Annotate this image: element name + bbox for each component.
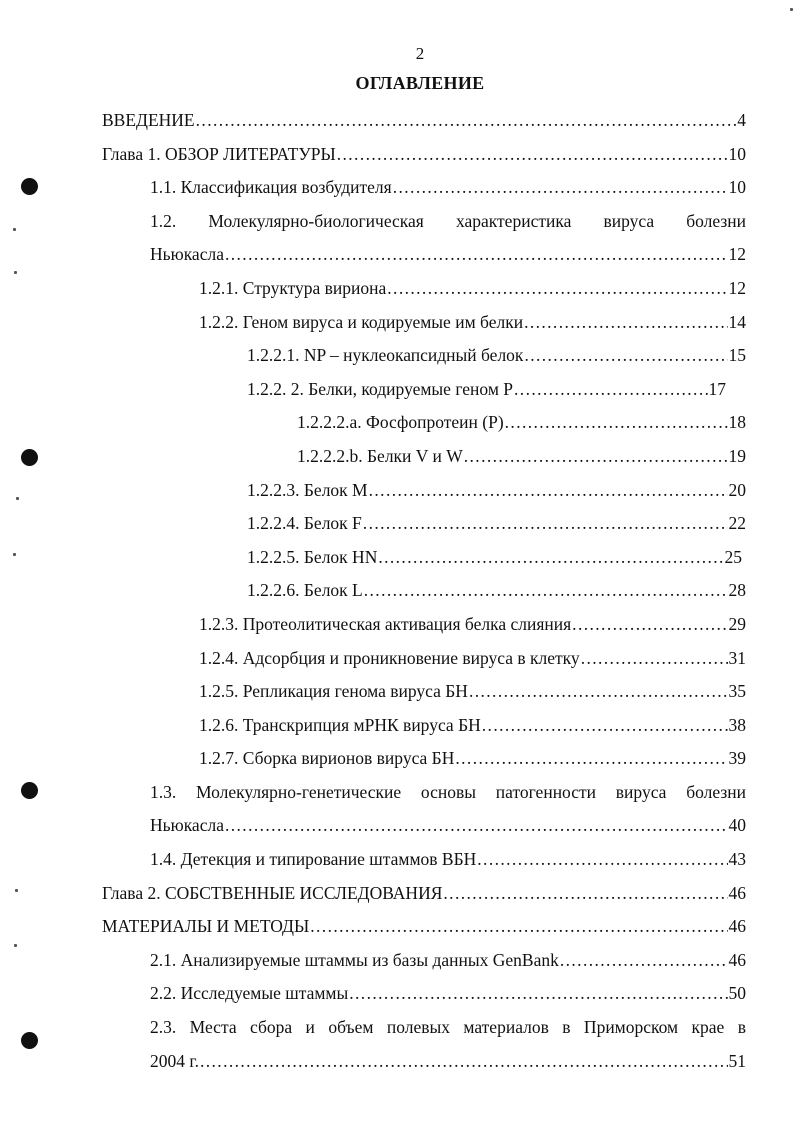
toc-entry-page: 50 xyxy=(728,983,746,1004)
toc-leader xyxy=(393,171,728,205)
toc-entry-1-2-2-1 xyxy=(0,339,798,373)
toc-entry-2-2 xyxy=(0,977,798,1011)
toc-entry-page: 20 xyxy=(728,479,746,500)
toc-entry-1-2-2-4 xyxy=(0,507,798,541)
toc-leader xyxy=(524,339,727,373)
toc-leader xyxy=(560,944,728,978)
toc-entry-introduction xyxy=(0,104,798,138)
toc-entry-1-2-2-5 xyxy=(0,541,798,575)
toc-entry-1-2-continued xyxy=(0,238,798,272)
toc-leader xyxy=(464,440,728,474)
toc-entry-page: 25 xyxy=(724,546,742,567)
toc-leader xyxy=(505,406,728,440)
toc-entry-page: 10 xyxy=(728,177,746,198)
binder-hole-icon xyxy=(21,178,38,195)
toc-entry-page: 18 xyxy=(728,412,746,433)
toc-entry-page: 29 xyxy=(728,613,746,634)
scan-speck xyxy=(13,553,16,556)
toc-entry-1-2-2-6 xyxy=(0,574,798,608)
toc-entry-page: 35 xyxy=(728,681,746,702)
toc-entry-page: 12 xyxy=(728,244,746,265)
toc-entry-text: 1.2.2.3. Белок M xyxy=(247,479,368,500)
toc-entry-1-2-3 xyxy=(0,608,798,642)
toc-leader xyxy=(455,742,727,776)
toc-entry-page: 22 xyxy=(728,513,746,534)
toc-leader xyxy=(364,574,728,608)
toc-entry-1-2 xyxy=(0,205,798,239)
toc-entry-text: 1.2.2. Геном вируса и кодируемые им белки xyxy=(199,311,524,332)
toc-entry-page: 15 xyxy=(728,345,746,366)
toc-entry-1-2-2-2-b xyxy=(0,440,798,474)
toc-entry-1-2-7 xyxy=(0,742,798,776)
toc-entry-text: 1.4. Детекция и типирование штаммов ВБН xyxy=(150,849,477,870)
toc-entry-1-2-5 xyxy=(0,675,798,709)
binder-hole-icon xyxy=(21,1032,38,1049)
page-number: 2 xyxy=(415,44,425,63)
scan-speck xyxy=(14,271,17,274)
toc-entry-chapter-1 xyxy=(0,138,798,172)
toc-entry-text: 1.3. Молекулярно-генетические основы патогенности вируса болезни xyxy=(150,781,746,802)
toc-entry-2-3-continued xyxy=(0,1045,798,1079)
toc-entry-text: 2.2. Исследуемые штаммы xyxy=(150,983,349,1004)
toc-entry-page: 51 xyxy=(728,1050,746,1071)
toc-leader xyxy=(200,1045,728,1079)
toc-entry-1-2-2-2-a xyxy=(0,406,798,440)
toc-leader xyxy=(572,608,727,642)
toc-entry-text: 1.2.2.2.b. Белки V и W xyxy=(297,445,463,466)
binder-hole-icon xyxy=(21,449,38,466)
toc-entry-page: 28 xyxy=(728,580,746,601)
toc-entry-page: 17 xyxy=(708,378,726,399)
toc-entry-page: 39 xyxy=(728,748,746,769)
toc-leader xyxy=(514,373,707,407)
toc-entry-page: 12 xyxy=(728,277,746,298)
toc-entry-2-3 xyxy=(0,1011,798,1045)
toc-entry-chapter-2 xyxy=(0,877,798,911)
toc-entry-text: Глава 2. СОБСТВЕННЫЕ ИССЛЕДОВАНИЯ xyxy=(102,882,443,903)
toc-leader xyxy=(469,675,728,709)
toc-entry-text: Ньюкасла xyxy=(150,244,224,265)
binder-hole-icon xyxy=(21,782,38,799)
toc-entry-text: 1.2.4. Адсорбция и проникновение вируса в клетку xyxy=(199,647,580,668)
toc-entry-1-2-2-3 xyxy=(0,474,798,508)
toc-entry-text: МАТЕРИАЛЫ И МЕТОДЫ xyxy=(102,916,310,937)
toc-entry-1-2-6 xyxy=(0,709,798,743)
toc-entry-page: 38 xyxy=(728,714,746,735)
toc-title: ОГЛАВЛЕНИЕ xyxy=(355,73,485,93)
toc-leader xyxy=(369,474,728,508)
scan-speck xyxy=(13,228,16,231)
toc-entry-page: 40 xyxy=(728,815,746,836)
toc-entry-1-2-1 xyxy=(0,272,798,306)
toc-leader xyxy=(225,809,728,843)
toc-entry-page: 46 xyxy=(728,916,746,937)
toc-entry-text: 1.2.3. Протеолитическая активация белка слияния xyxy=(199,613,572,634)
toc-entry-page: 31 xyxy=(728,647,746,668)
toc-entry-page: 19 xyxy=(728,445,746,466)
toc-entry-text: 1.2.2.6. Белок L xyxy=(247,580,363,601)
toc-entry-materials-methods xyxy=(0,910,798,944)
toc-entry-1-3-continued xyxy=(0,809,798,843)
scan-speck xyxy=(14,944,17,947)
toc-entry-1-2-4 xyxy=(0,642,798,676)
toc-entry-text: 2004 г. xyxy=(150,1050,199,1071)
toc-entry-page: 43 xyxy=(728,849,746,870)
toc-entry-text: 2.3. Места сбора и объем полевых материалов в Приморском крае в xyxy=(150,1017,746,1038)
toc-leader xyxy=(581,642,728,676)
toc-entry-1-4 xyxy=(0,843,798,877)
toc-entry-page: 46 xyxy=(728,949,746,970)
toc-leader xyxy=(477,843,727,877)
scan-speck xyxy=(15,889,18,892)
toc-leader xyxy=(363,507,728,541)
toc-entry-1-2-2 xyxy=(0,306,798,340)
toc-leader xyxy=(387,272,727,306)
toc-entry-text: 1.1. Классификация возбудителя xyxy=(150,177,392,198)
toc-entry-text: 1.2.2. 2. Белки, кодируемые геном P xyxy=(247,378,514,399)
toc-entry-text: 1.2. Молекулярно-биологическая характеристика вируса болезни xyxy=(150,210,746,231)
toc-entry-text: 1.2.5. Репликация генома вируса БН xyxy=(199,681,468,702)
toc-entry-1-3 xyxy=(0,776,798,810)
toc-entry-text: ВВЕДЕНИЕ xyxy=(102,110,195,130)
toc-entry-text: Глава 1. ОБЗОР ЛИТЕРАТУРЫ xyxy=(102,143,336,164)
toc-entry-text: 1.2.2.1. NP – нуклеокапсидный белок xyxy=(247,345,524,366)
scan-speck xyxy=(16,497,19,500)
toc-entry-text: 1.2.1. Структура вириона xyxy=(199,277,387,298)
toc-entry-text: 2.1. Анализируемые штаммы из базы данных GenBank xyxy=(150,949,559,970)
toc-entry-1-2-2-2 xyxy=(0,373,798,407)
toc-entry-page: 10 xyxy=(728,143,746,164)
table-of-contents xyxy=(0,104,798,1078)
toc-entry-page: 4 xyxy=(737,110,746,130)
toc-leader xyxy=(337,138,728,172)
toc-leader xyxy=(310,910,727,944)
toc-entry-text: Ньюкасла xyxy=(150,815,224,836)
toc-entry-page: 46 xyxy=(728,882,746,903)
toc-entry-page: 14 xyxy=(728,311,746,332)
toc-leader xyxy=(482,709,728,743)
toc-entry-1-1 xyxy=(0,171,798,205)
toc-leader xyxy=(349,977,727,1011)
toc-entry-text: 1.2.7. Сборка вирионов вируса БН xyxy=(199,748,455,769)
toc-leader xyxy=(524,306,727,340)
toc-entry-text: 1.2.6. Транскрипция мРНК вируса БН xyxy=(199,714,481,735)
toc-entry-text: 1.2.2.5. Белок HN xyxy=(247,546,378,567)
toc-entry-text: 1.2.2.4. Белок F xyxy=(247,513,362,534)
toc-leader xyxy=(378,541,723,575)
toc-leader xyxy=(443,877,727,911)
scan-speck xyxy=(790,8,793,11)
toc-leader xyxy=(196,104,737,138)
toc-entry-2-1 xyxy=(0,944,798,978)
toc-leader xyxy=(225,238,728,272)
toc-entry-text: 1.2.2.2.a. Фосфопротеин (P) xyxy=(297,412,504,433)
